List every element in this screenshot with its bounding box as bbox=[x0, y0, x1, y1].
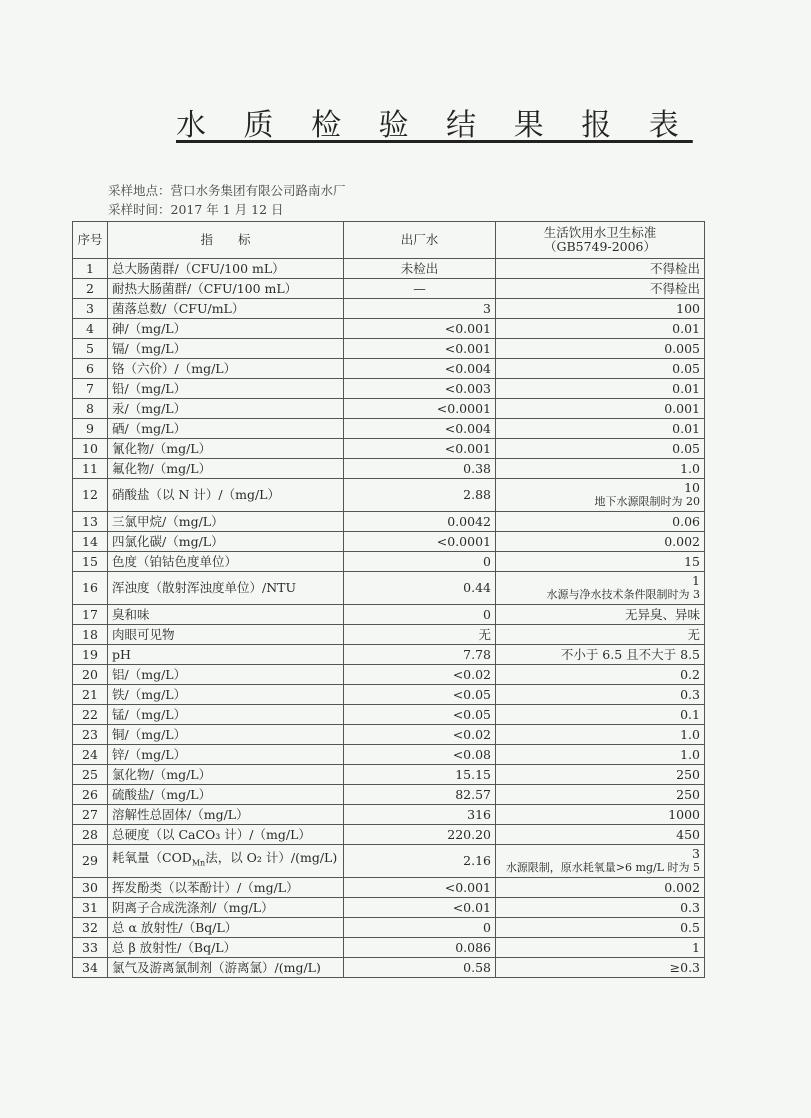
parameter-name: 氰化物/（mg/L） bbox=[108, 439, 344, 459]
parameter-name: 总 α 放射性/（Bq/L） bbox=[108, 918, 344, 938]
standard-limit: 100 bbox=[496, 299, 705, 319]
parameter-name: 硫酸盐/（mg/L） bbox=[108, 785, 344, 805]
parameter-name: 铅/（mg/L） bbox=[108, 379, 344, 399]
standard-limit: 250 bbox=[496, 765, 705, 785]
parameter-name bbox=[108, 845, 344, 878]
standard-limit: 0.3 bbox=[496, 898, 705, 918]
parameter-name: 三氯甲烷/（mg/L） bbox=[108, 512, 344, 532]
row-number: 29 bbox=[73, 845, 108, 878]
measured-value: <0.0001 bbox=[344, 399, 496, 419]
row-number: 11 bbox=[73, 459, 108, 479]
row-number: 33 bbox=[73, 938, 108, 958]
standard-limit: 0.01 bbox=[496, 419, 705, 439]
table-row bbox=[73, 645, 705, 665]
table-row bbox=[73, 419, 705, 439]
measured-value: <0.02 bbox=[344, 725, 496, 745]
sampling-location bbox=[108, 181, 346, 199]
measured-value: 3 bbox=[344, 299, 496, 319]
parameter-name: 溶解性总固体/（mg/L） bbox=[108, 805, 344, 825]
standard-limit: 0.005 bbox=[496, 339, 705, 359]
row-number: 26 bbox=[73, 785, 108, 805]
measured-value: 0 bbox=[344, 552, 496, 572]
measured-value: 15.15 bbox=[344, 765, 496, 785]
standard-limit: 不小于 6.5 且不大于 8.5 bbox=[496, 645, 705, 665]
table-row bbox=[73, 825, 705, 845]
standard-limit bbox=[496, 845, 705, 878]
measured-value: <0.001 bbox=[344, 339, 496, 359]
standard-limit: 250 bbox=[496, 785, 705, 805]
measured-value: 0.38 bbox=[344, 459, 496, 479]
standard-limit bbox=[496, 572, 705, 605]
measured-value: 0.0042 bbox=[344, 512, 496, 532]
measured-value: 0 bbox=[344, 918, 496, 938]
parameter-name: 锌/（mg/L） bbox=[108, 745, 344, 765]
standard-limit: 0.06 bbox=[496, 512, 705, 532]
table-row bbox=[73, 279, 705, 299]
standard-limit: 1.0 bbox=[496, 745, 705, 765]
row-number: 30 bbox=[73, 878, 108, 898]
parameter-name: 总 β 放射性/（Bq/L） bbox=[108, 938, 344, 958]
parameter-name: 汞/（mg/L） bbox=[108, 399, 344, 419]
parameter-name: 氯气及游离氯制剂（游离氯）/(mg/L) bbox=[108, 958, 344, 978]
standard-limit: 0.3 bbox=[496, 685, 705, 705]
table-row bbox=[73, 625, 705, 645]
standard-limit: 0.002 bbox=[496, 878, 705, 898]
row-number: 12 bbox=[73, 479, 108, 512]
sampling-location-value: 营口水务集团有限公司路南水厂 bbox=[170, 183, 346, 198]
table-body bbox=[73, 259, 705, 978]
row-number: 16 bbox=[73, 572, 108, 605]
row-number: 7 bbox=[73, 379, 108, 399]
row-number: 24 bbox=[73, 745, 108, 765]
parameter-name: 铁/（mg/L） bbox=[108, 685, 344, 705]
row-number: 28 bbox=[73, 825, 108, 845]
row-number: 19 bbox=[73, 645, 108, 665]
row-number: 8 bbox=[73, 399, 108, 419]
table-row bbox=[73, 805, 705, 825]
water-quality-table bbox=[72, 221, 705, 978]
sampling-time bbox=[108, 200, 284, 218]
measured-value: 0 bbox=[344, 605, 496, 625]
standard-limit: 1000 bbox=[496, 805, 705, 825]
header-no: 序号 bbox=[73, 222, 108, 259]
header-param: 指 标 bbox=[108, 222, 344, 259]
row-number: 10 bbox=[73, 439, 108, 459]
standard-limit: 15 bbox=[496, 552, 705, 572]
measured-value: <0.01 bbox=[344, 898, 496, 918]
measured-value: <0.004 bbox=[344, 359, 496, 379]
table-row bbox=[73, 665, 705, 685]
table-row bbox=[73, 878, 705, 898]
row-number: 31 bbox=[73, 898, 108, 918]
table-row bbox=[73, 319, 705, 339]
parameter-name: 耐热大肠菌群/（CFU/100 mL） bbox=[108, 279, 344, 299]
parameter-name: 总大肠菌群/（CFU/100 mL） bbox=[108, 259, 344, 279]
header-value: 出厂水 bbox=[344, 222, 496, 259]
measured-value: 82.57 bbox=[344, 785, 496, 805]
parameter-name: 砷/（mg/L） bbox=[108, 319, 344, 339]
standard-limit: 0.001 bbox=[496, 399, 705, 419]
table-row bbox=[73, 532, 705, 552]
table-row bbox=[73, 399, 705, 419]
row-number: 21 bbox=[73, 685, 108, 705]
parameter-name: 硒/（mg/L） bbox=[108, 419, 344, 439]
table-row bbox=[73, 845, 705, 878]
measured-value: <0.004 bbox=[344, 419, 496, 439]
table-row bbox=[73, 572, 705, 605]
standard-limit: ≥0.3 bbox=[496, 958, 705, 978]
standard-limit: 0.002 bbox=[496, 532, 705, 552]
standard-limit: 0.05 bbox=[496, 359, 705, 379]
standard-limit: 0.5 bbox=[496, 918, 705, 938]
measured-value: 220.20 bbox=[344, 825, 496, 845]
row-number: 9 bbox=[73, 419, 108, 439]
standard-limit: 0.05 bbox=[496, 439, 705, 459]
standard-limit: 0.01 bbox=[496, 319, 705, 339]
table-row bbox=[73, 745, 705, 765]
standard-limit: 无异臭、异味 bbox=[496, 605, 705, 625]
measured-value: <0.05 bbox=[344, 685, 496, 705]
table-row bbox=[73, 918, 705, 938]
row-number: 15 bbox=[73, 552, 108, 572]
parameter-name: 氟化物/（mg/L） bbox=[108, 459, 344, 479]
row-number: 3 bbox=[73, 299, 108, 319]
sampling-time-value: 2017 年 1 月 12 日 bbox=[170, 202, 284, 217]
parameter-name: 阴离子合成洗涤剂/（mg/L） bbox=[108, 898, 344, 918]
parameter-name: 色度（铂钴色度单位） bbox=[108, 552, 344, 572]
table-row bbox=[73, 259, 705, 279]
parameter-name-part: 法，以 O₂ 计）/(mg/L) bbox=[205, 850, 338, 866]
row-number: 13 bbox=[73, 512, 108, 532]
row-number: 17 bbox=[73, 605, 108, 625]
measured-value: <0.003 bbox=[344, 379, 496, 399]
parameter-name: 浑浊度（散射浑浊度单位）/NTU bbox=[108, 572, 344, 605]
measured-value: 无 bbox=[344, 625, 496, 645]
report-title: 水 质 检 验 结 果 报 表 bbox=[176, 108, 693, 143]
table-row bbox=[73, 605, 705, 625]
table-row bbox=[73, 785, 705, 805]
standard-limit bbox=[496, 479, 705, 512]
measured-value: 2.16 bbox=[344, 845, 496, 878]
table-row bbox=[73, 439, 705, 459]
parameter-subscript: Mn bbox=[191, 858, 206, 868]
table-header-row bbox=[73, 222, 705, 259]
sampling-time-label: 采样时间： bbox=[108, 202, 171, 217]
parameter-name: 硝酸盐（以 N 计）/（mg/L） bbox=[108, 479, 344, 512]
standard-limit: 1.0 bbox=[496, 725, 705, 745]
measured-value: <0.001 bbox=[344, 878, 496, 898]
parameter-name-part: 耗氧量（COD bbox=[112, 850, 192, 866]
parameter-name: 菌落总数/（CFU/mL） bbox=[108, 299, 344, 319]
row-number: 6 bbox=[73, 359, 108, 379]
header-standard bbox=[496, 222, 705, 259]
row-number: 14 bbox=[73, 532, 108, 552]
standard-limit: 1.0 bbox=[496, 459, 705, 479]
table-row bbox=[73, 898, 705, 918]
parameter-name: 臭和味 bbox=[108, 605, 344, 625]
measured-value: 0.086 bbox=[344, 938, 496, 958]
measured-value: <0.001 bbox=[344, 319, 496, 339]
header-standard-line2: （GB5749-2006） bbox=[543, 239, 657, 254]
standard-limit-value: 10 bbox=[684, 480, 700, 495]
table-row bbox=[73, 958, 705, 978]
table-row bbox=[73, 725, 705, 745]
measured-value: <0.0001 bbox=[344, 532, 496, 552]
row-number: 25 bbox=[73, 765, 108, 785]
measured-value: 0.44 bbox=[344, 572, 496, 605]
table-row bbox=[73, 479, 705, 512]
parameter-name: 锰/（mg/L） bbox=[108, 705, 344, 725]
table-row bbox=[73, 459, 705, 479]
sampling-location-label: 采样地点： bbox=[108, 183, 171, 198]
measured-value: <0.001 bbox=[344, 439, 496, 459]
measured-value: 2.88 bbox=[344, 479, 496, 512]
standard-limit: 450 bbox=[496, 825, 705, 845]
row-number: 5 bbox=[73, 339, 108, 359]
standard-limit: 无 bbox=[496, 625, 705, 645]
standard-limit-value: 1 bbox=[692, 573, 700, 588]
row-number: 27 bbox=[73, 805, 108, 825]
standard-limit: 1 bbox=[496, 938, 705, 958]
row-number: 22 bbox=[73, 705, 108, 725]
row-number: 20 bbox=[73, 665, 108, 685]
parameter-name: 铜/（mg/L） bbox=[108, 725, 344, 745]
table-row bbox=[73, 765, 705, 785]
row-number: 4 bbox=[73, 319, 108, 339]
parameter-name: 镉/（mg/L） bbox=[108, 339, 344, 359]
header-standard-line1: 生活饮用水卫生标准 bbox=[543, 225, 657, 240]
parameter-name: 肉眼可见物 bbox=[108, 625, 344, 645]
standard-limit-note: 水源与净水技术条件限制时为 3 bbox=[546, 588, 700, 601]
measured-value: 7.78 bbox=[344, 645, 496, 665]
table-row bbox=[73, 938, 705, 958]
standard-limit: 0.1 bbox=[496, 705, 705, 725]
measured-value: 0.58 bbox=[344, 958, 496, 978]
standard-limit: 不得检出 bbox=[496, 259, 705, 279]
measured-value: <0.05 bbox=[344, 705, 496, 725]
standard-limit-note: 地下水源限制时为 20 bbox=[594, 495, 700, 508]
table-row bbox=[73, 359, 705, 379]
row-number: 34 bbox=[73, 958, 108, 978]
standard-limit-note: 水源限制，原水耗氧量>6 mg/L 时为 5 bbox=[505, 861, 700, 874]
standard-limit-value: 3 bbox=[692, 846, 700, 861]
table-row bbox=[73, 379, 705, 399]
parameter-name: 氯化物/（mg/L） bbox=[108, 765, 344, 785]
measured-value: 316 bbox=[344, 805, 496, 825]
table-row bbox=[73, 339, 705, 359]
row-number: 2 bbox=[73, 279, 108, 299]
table-row bbox=[73, 685, 705, 705]
row-number: 23 bbox=[73, 725, 108, 745]
standard-limit: 0.2 bbox=[496, 665, 705, 685]
standard-limit: 不得检出 bbox=[496, 279, 705, 299]
parameter-name: 铬（六价）/（mg/L） bbox=[108, 359, 344, 379]
row-number: 32 bbox=[73, 918, 108, 938]
table-row bbox=[73, 705, 705, 725]
measured-value: <0.08 bbox=[344, 745, 496, 765]
row-number: 18 bbox=[73, 625, 108, 645]
measured-value: 未检出 bbox=[344, 259, 496, 279]
parameter-name: pH bbox=[108, 645, 344, 665]
standard-limit: 0.01 bbox=[496, 379, 705, 399]
table-row bbox=[73, 512, 705, 532]
parameter-name: 四氯化碳/（mg/L） bbox=[108, 532, 344, 552]
parameter-name: 铝/（mg/L） bbox=[108, 665, 344, 685]
row-number: 1 bbox=[73, 259, 108, 279]
table-row bbox=[73, 299, 705, 319]
parameter-name: 总硬度（以 CaCO₃ 计）/（mg/L） bbox=[108, 825, 344, 845]
parameter-name: 挥发酚类（以苯酚计）/（mg/L） bbox=[108, 878, 344, 898]
measured-value: <0.02 bbox=[344, 665, 496, 685]
table-row bbox=[73, 552, 705, 572]
measured-value: — bbox=[344, 279, 496, 299]
